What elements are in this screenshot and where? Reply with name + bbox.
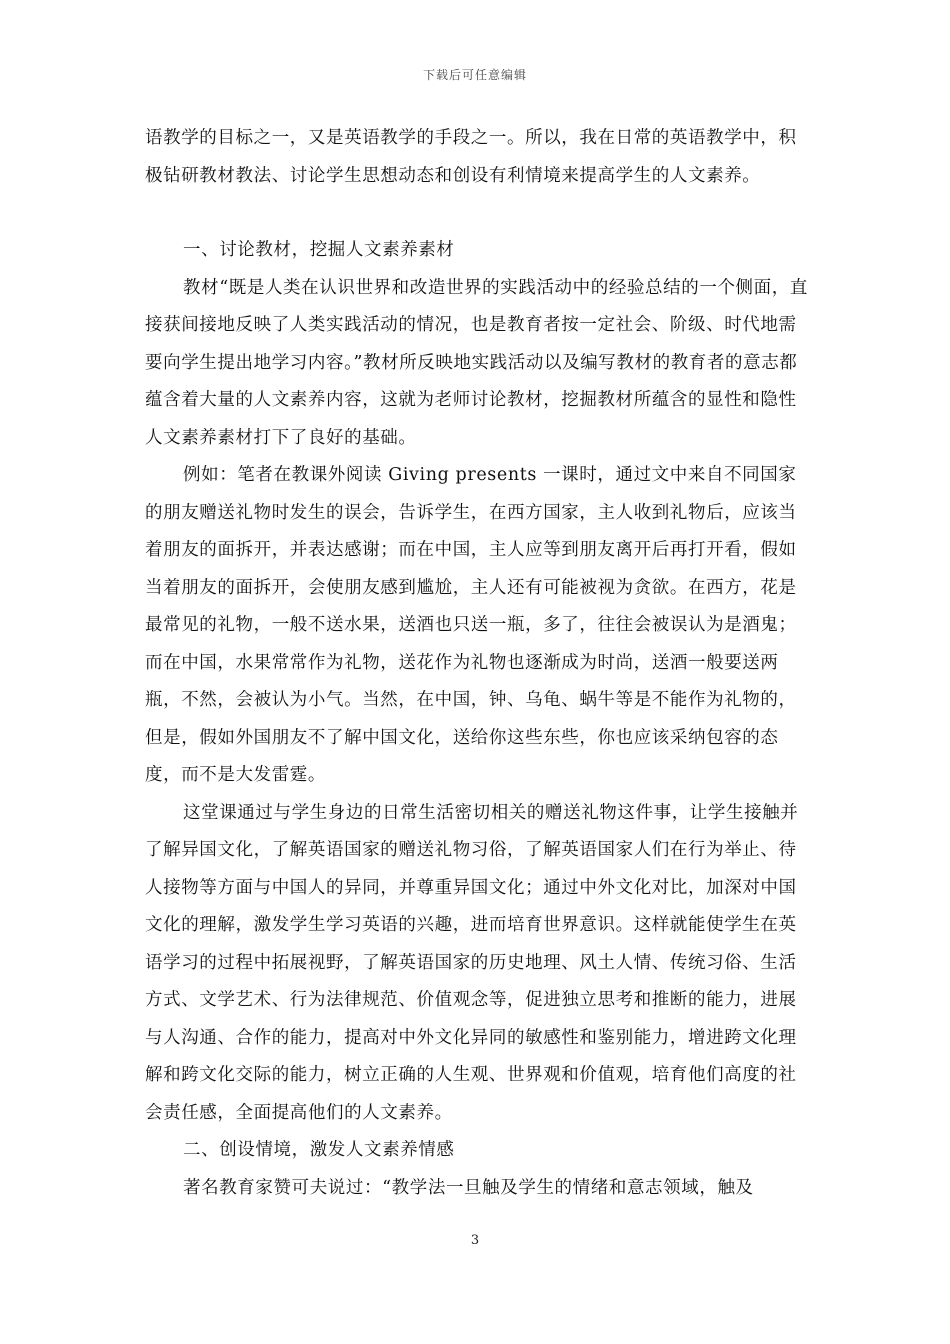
paragraph-quote: 著名教育家赞可夫说过：“教学法一旦触及学生的情绪和意志领域，触及 [183,1177,754,1198]
section-heading-2: 二、创设情境，激发人文素养情感 [183,1140,455,1160]
intro-paragraph: 语教学的目标之一，又是英语教学的手段之一。所以，我在日常的英语教学中，积极钻研教材教法、讨论学生思想动态和创设有利情境来提高学生的人文素养。 [145,128,797,186]
page-header: 下载后可任意编辑 [422,68,527,82]
paragraph-example: 例如：笔者在教课外阅读 Giving presents 一课时，通过文中来自不同国家的朋友赠送礼物时发生的误会，告诉学生，在西方国家，主人收到礼物后，应该当着朋友的面拆开，并表达感谢；而在中国，主人应等到朋友离开后再打开看，假如当着朋友的面拆开，会使朋友感到尴尬，主人还有可能被视为贪欲。在西方，花是最常见的礼物，一般不送水果，送酒也只送一瓶，多了，往往会被误认为是酒鬼；而在中国，水果常常作为礼物，送花作为礼物也逐渐成为时尚，送酒一般要送两瓶，不然，会被认为小气。当然，在中国，钟、乌龟、蜗牛等是不能作为礼物的，但是，假如外国朋友不了解中国文化，送给你这些东些，你也应该采纳包容的态度，而不是大发雷霆。 [145,465,797,785]
section-heading-1: 一、讨论教材，挖掘人文素养素材 [183,240,455,260]
page-number: 3 [470,1233,480,1248]
paragraph-gap [145,195,810,232]
paragraph-lesson-summary: 这堂课通过与学生身边的日常生活密切相关的赠送礼物这件事，让学生接触并了解异国文化，了解英语国家的赠送礼物习俗，了解英语国家人们在行为举止、待人接物等方面与中国人的异同，并尊重异国文化；通过中外文化对比，加深对中国文化的理解，激发学生学习英语的兴趣，进而培育世界意识。这样就能使学生在英语学习的过程中拓展视野，了解英语国家的历史地理、风土人情、传统习俗、生活方式、文学艺术、行为法律规范、价值观念等，促进独立思考和推断的能力，进展与人沟通、合作的能力，提高对中外文化异同的敏感性和鉴别能力，增进跨文化理解和跨文化交际的能力，树立正确的人生观、世界观和价值观，培育他们高度的社会责任感，全面提高他们的人文素养。 [145,802,799,1123]
document-body [145,120,810,1207]
paragraph-textbook: 教材“既是人类在认识世界和改造世界的实践活动中的经验总结的一个侧面，直接获间接地反映了人类实践活动的情况，也是教育者按一定社会、阶级、时代地需要向学生提出地学习内容。”教材所反映地实践活动以及编写教材的教育者的意志都蕴含着大量的人文素养内容，这就为老师讨论教材，挖掘教材所蕴含的显性和隐性人文素养素材打下了良好的基础。 [145,277,808,448]
